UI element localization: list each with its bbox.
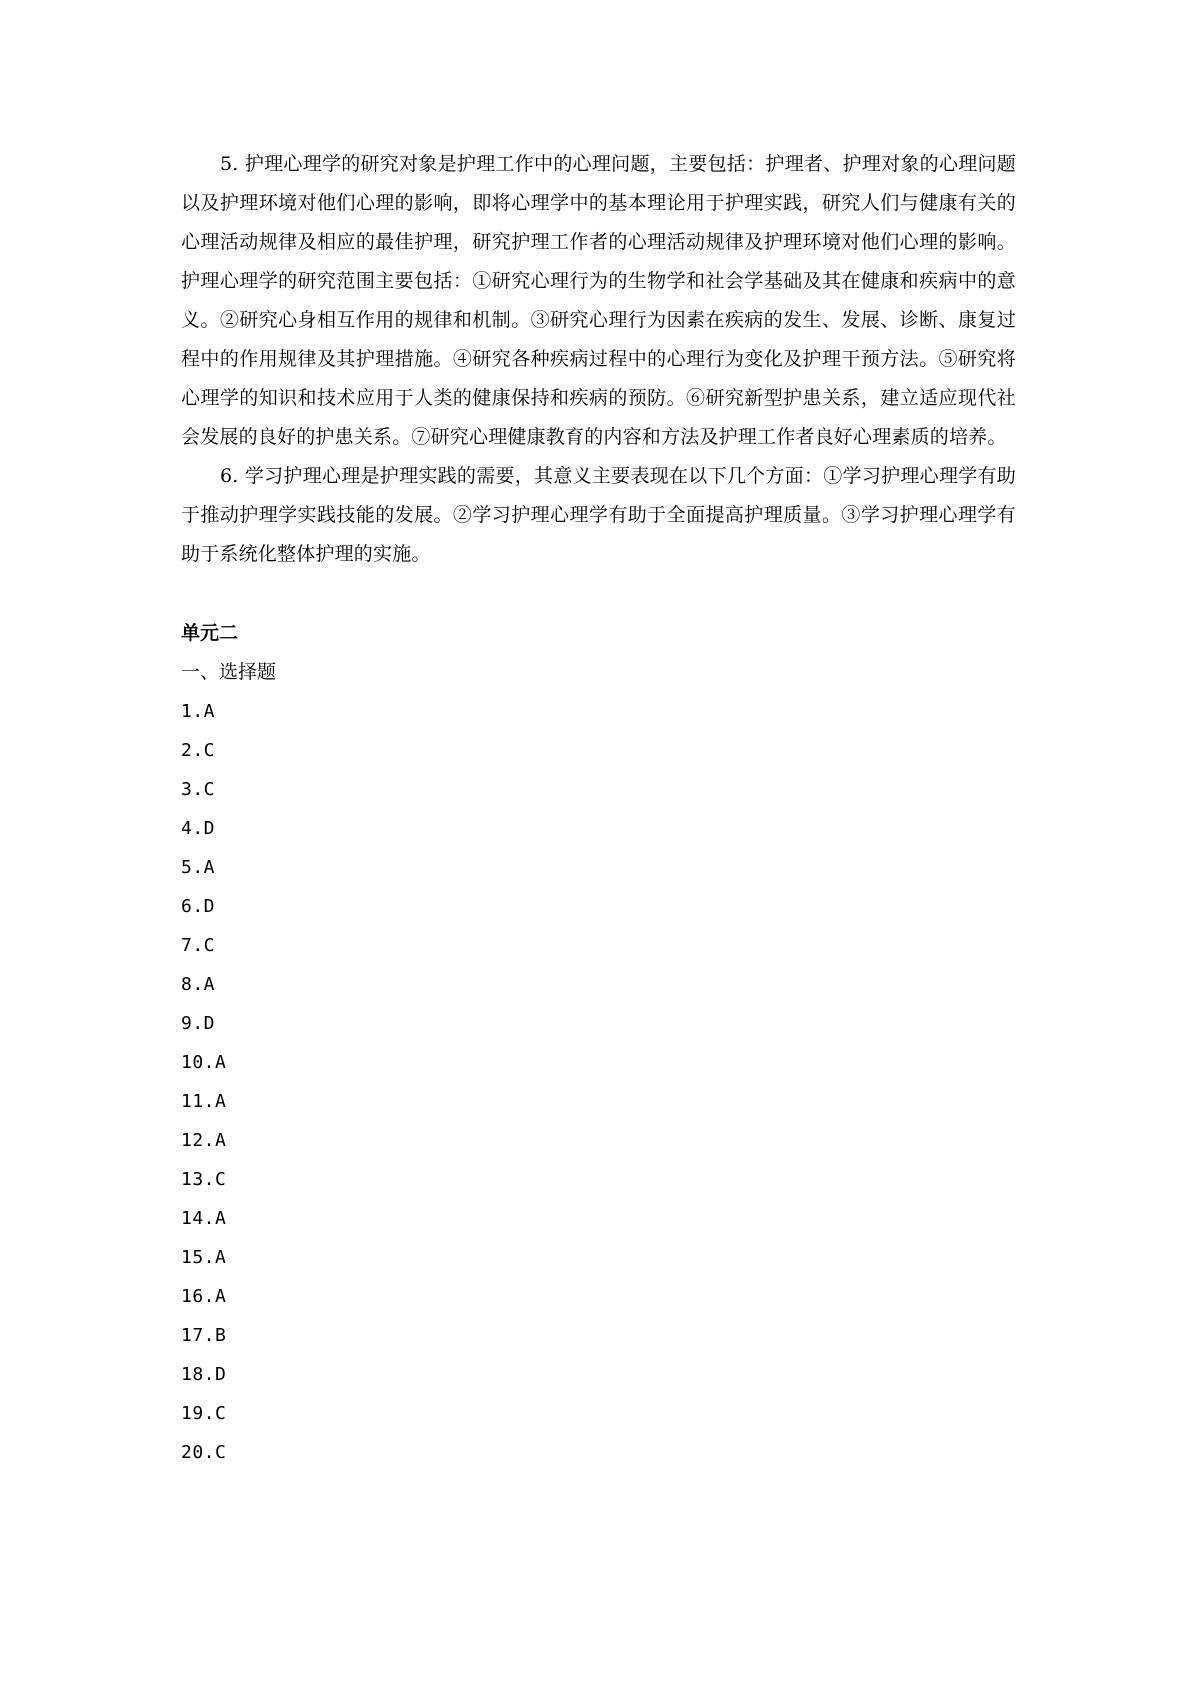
answer-item: 12.A [181, 1130, 227, 1151]
answer-item: 2.C [181, 740, 216, 761]
answer-item: 17.B [181, 1325, 227, 1346]
answer-item: 8.A [181, 974, 216, 995]
answer-paragraph-5: 5. 护理心理学的研究对象是护理工作中的心理问题，主要包括：护理者、护理对象的心理问题以及护理环境对他们心理的影响，即将心理学中的基本理论用于护理实践，研究人们与健康有关的心理活动规律及相应的最佳护理，研究护理工作者的心理活动规律及护理环境对他们心理的影响。 护理心理学的研究范围主要包括：①研究心理行为的生物学和社会学基础及其在健康和疾病中的意义。②研究心身相互作用的规律和机制。③研究心理行为因素在疾病的发生、发展、诊断、康复过程中的作用规律及其护理措施。④研究各种疾病过程中的心理行为变化及护理干预方法。⑤研究将心理学的知识和技术应用于人类的健康保持和疾病的预防。⑥研究新型护患关系，建立适应现代社会发展的良好的护患关系。⑦研究心理健康教育的内容和方法及护理工作者良好心理素质的培养。 [181, 153, 1016, 448]
answer-paragraph-6: 6. 学习护理心理是护理实践的需要，其意义主要表现在以下几个方面：①学习护理心理学有助于推动护理学实践技能的发展。②学习护理心理学有助于全面提高护理质量。③学习护理心理学有助于系统化整体护理的实施。 [181, 465, 1016, 565]
answer-item: 5.A [181, 857, 216, 878]
answer-item: 19.C [181, 1403, 227, 1424]
answer-item: 16.A [181, 1286, 227, 1307]
answer-item: 20.C [181, 1442, 227, 1463]
answer-item: 9.D [181, 1013, 216, 1034]
section-title: 单元二 [181, 622, 239, 644]
answer-list [181, 692, 1016, 1472]
answer-item: 15.A [181, 1247, 227, 1268]
answer-item: 18.D [181, 1364, 227, 1385]
answer-item: 10.A [181, 1052, 227, 1073]
subsection-title: 一、选择题 [181, 661, 277, 683]
answer-item: 11.A [181, 1091, 227, 1112]
answer-item: 3.C [181, 779, 216, 800]
answer-item: 13.C [181, 1169, 227, 1190]
answer-item: 4.D [181, 818, 216, 839]
answer-item: 1.A [181, 701, 216, 722]
answer-item: 14.A [181, 1208, 227, 1229]
answer-item: 6.D [181, 896, 216, 917]
document-body [181, 145, 1016, 1472]
answer-item: 7.C [181, 935, 216, 956]
